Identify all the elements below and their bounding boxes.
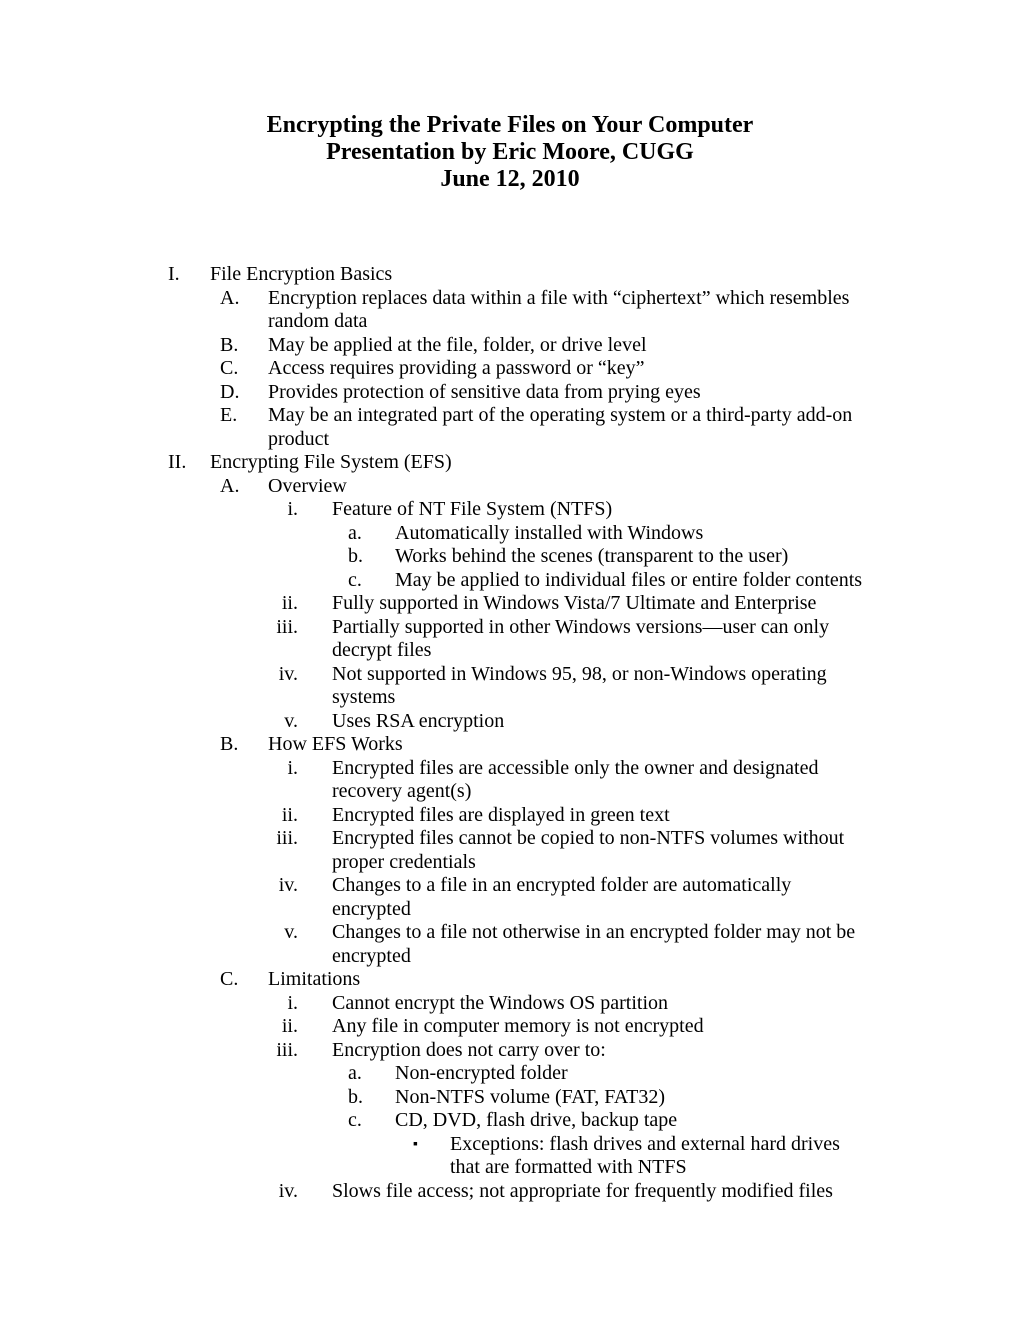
outline-item: [0, 616, 900, 663]
outline-marker: i.: [287, 991, 298, 1014]
outline-item: [0, 451, 900, 475]
outline-marker: II.: [168, 451, 187, 473]
outline-text-line: Cannot encrypt the Windows OS partition: [332, 991, 669, 1014]
outline-marker: C.: [220, 968, 239, 990]
outline-marker: b.: [348, 1085, 363, 1108]
bullet-square-icon: ▪: [413, 1136, 418, 1152]
outline-item: [0, 287, 900, 334]
outline-marker: c.: [348, 1109, 362, 1131]
outline-item: [0, 1180, 900, 1204]
outline-text: [395, 1062, 568, 1086]
outline-text-line: Non-NTFS volume (FAT, FAT32): [395, 1085, 665, 1108]
outline-marker: D.: [220, 380, 240, 403]
outline-item: [0, 569, 900, 593]
outline-marker: A.: [220, 474, 240, 497]
outline-text: [332, 592, 816, 616]
title-line-3: June 12, 2010: [440, 166, 580, 192]
outline-item: [0, 475, 900, 499]
outline-text-line: CD, DVD, flash drive, backup tape: [395, 1109, 678, 1131]
outline-text-line: random data: [268, 310, 368, 332]
outline-text: [332, 616, 829, 663]
outline-text-line: systems: [332, 686, 396, 708]
outline-text-line: Changes to a file in an encrypted folder are automatically: [332, 874, 792, 896]
outline-text-line: recovery agent(s): [332, 780, 472, 802]
outline-text-line: Provides protection of sensitive data from prying eyes: [268, 380, 701, 403]
outline-item: [0, 804, 900, 828]
outline-item: [0, 1133, 900, 1180]
outline-text: [268, 381, 701, 405]
outline-item: [0, 263, 900, 287]
outline-item: [0, 827, 900, 874]
outline-marker: E.: [220, 404, 238, 426]
outline-item: [0, 498, 900, 522]
outline-text-line: decrypt files: [332, 639, 432, 661]
outline-text-line: Automatically installed with Windows: [395, 521, 704, 544]
outline-item: [0, 968, 900, 992]
outline-text: [268, 968, 360, 992]
outline-item: [0, 592, 900, 616]
outline-text-line: Changes to a file not otherwise in an encrypted folder may not be: [332, 921, 856, 943]
outline-marker: i.: [287, 498, 298, 520]
outline-list: [0, 263, 900, 1203]
outline-text-line: Non-encrypted folder: [395, 1062, 568, 1084]
outline-text: [210, 263, 392, 287]
outline-text-line: Slows file access; not appropriate for frequently modified files: [332, 1179, 833, 1202]
outline-item: [0, 545, 900, 569]
outline-text-line: Uses RSA encryption: [332, 709, 505, 732]
outline-text: [268, 287, 849, 334]
outline-text: [210, 451, 452, 475]
outline-text: [395, 1109, 677, 1133]
outline-text-line: Encrypting File System (EFS): [210, 451, 452, 473]
outline-text: [332, 992, 668, 1016]
outline-item: [0, 710, 900, 734]
outline-item: [0, 921, 900, 968]
outline-text: [395, 545, 788, 569]
outline-marker: iii.: [276, 1038, 298, 1061]
outline-text-line: Feature of NT File System (NTFS): [332, 498, 613, 520]
outline-marker: c.: [348, 568, 362, 591]
outline-text: [395, 569, 862, 593]
outline-text-line: Exceptions: flash drives and external hard drives: [450, 1132, 840, 1155]
outline-item: [0, 357, 900, 381]
outline-text-line: Encrypted files cannot be copied to non-NTFS volumes without: [332, 827, 845, 849]
outline-text-line: May be applied to individual files or entire folder contents: [395, 568, 863, 591]
outline-marker: v.: [284, 709, 298, 732]
outline-item: [0, 404, 900, 451]
outline-marker: iii.: [276, 615, 298, 638]
outline-marker: A.: [220, 286, 240, 309]
outline-marker: i.: [287, 756, 298, 779]
document-title: [0, 0, 1020, 193]
outline-marker: B.: [220, 333, 239, 356]
outline-marker: iii.: [276, 827, 298, 849]
outline-marker: I.: [168, 263, 180, 285]
outline-text: [395, 1086, 665, 1110]
outline-item: [0, 757, 900, 804]
outline-text: [332, 874, 791, 921]
outline-marker: v.: [284, 921, 298, 943]
outline-item: [0, 663, 900, 710]
outline-text-line: Encryption replaces data within a file with “ciphertext” which resembles: [268, 286, 850, 309]
outline-item: [0, 334, 900, 358]
outline-marker: iv.: [278, 662, 298, 685]
outline-text: [332, 757, 818, 804]
outline-item: [0, 1109, 900, 1133]
title-line-1: Encrypting the Private Files on Your Computer: [266, 112, 754, 138]
outline-marker: iv.: [278, 874, 298, 896]
outline-text-line: Not supported in Windows 95, 98, or non-Windows operating: [332, 662, 827, 685]
outline-text-line: Partially supported in other Windows versions—user can only: [332, 615, 830, 638]
title-line-2: Presentation by Eric Moore, CUGG: [326, 139, 694, 165]
outline-text-line: Works behind the scenes (transparent to the user): [395, 545, 789, 567]
outline-item: [0, 1039, 900, 1063]
outline-text-line: Encrypted files are displayed in green text: [332, 803, 670, 826]
outline-text: [450, 1133, 840, 1180]
outline-text: [332, 1039, 606, 1063]
outline-text: [332, 710, 504, 734]
outline-text-line: Encryption does not carry over to:: [332, 1038, 606, 1061]
outline-item: [0, 381, 900, 405]
outline-text: [332, 827, 844, 874]
outline-item: [0, 1062, 900, 1086]
outline-text-line: proper credentials: [332, 850, 476, 873]
outline-text-line: encrypted: [332, 897, 411, 920]
outline-text-line: product: [268, 427, 330, 450]
outline-text: [332, 804, 670, 828]
outline-text: [332, 663, 827, 710]
outline-text-line: Any file in computer memory is not encrypted: [332, 1015, 704, 1037]
outline-text: [268, 334, 647, 358]
outline-marker: C.: [220, 357, 239, 379]
outline-text: [332, 1180, 833, 1204]
outline-text-line: Encrypted files are accessible only the owner and designated: [332, 756, 819, 779]
outline-marker: a.: [348, 521, 362, 544]
outline-marker: B.: [220, 733, 239, 755]
outline-text: [332, 498, 612, 522]
outline-text: [268, 404, 852, 451]
outline-text-line: May be an integrated part of the operating system or a third-party add-on: [268, 404, 853, 426]
outline-text-line: Access requires providing a password or “key”: [268, 357, 645, 379]
outline-marker: ii.: [281, 592, 298, 614]
outline-item: [0, 1086, 900, 1110]
outline-item: [0, 874, 900, 921]
outline-item: [0, 1015, 900, 1039]
outline-text: [268, 475, 347, 499]
outline-item: [0, 992, 900, 1016]
outline-marker: ii.: [281, 803, 298, 826]
outline-text-line: How EFS Works: [268, 733, 403, 755]
outline-text: [332, 1015, 704, 1039]
outline-text-line: encrypted: [332, 944, 411, 967]
outline-text-line: File Encryption Basics: [210, 263, 393, 285]
outline-marker: ii.: [281, 1015, 298, 1037]
outline-text: [332, 921, 855, 968]
outline-text-line: May be applied at the file, folder, or drive level: [268, 333, 647, 356]
outline-item: [0, 733, 900, 757]
outline-text-line: Fully supported in Windows Vista/7 Ultimate and Enterprise: [332, 592, 817, 614]
outline-marker: b.: [348, 545, 363, 567]
outline-item: [0, 522, 900, 546]
outline-text-line: that are formatted with NTFS: [450, 1156, 687, 1178]
outline-text-line: Limitations: [268, 968, 361, 990]
outline-marker: a.: [348, 1062, 362, 1084]
outline-text: [268, 357, 645, 381]
outline-text: [395, 522, 703, 546]
outline-text-line: Overview: [268, 474, 347, 497]
outline-text: [268, 733, 403, 757]
outline-marker: iv.: [278, 1179, 298, 1202]
